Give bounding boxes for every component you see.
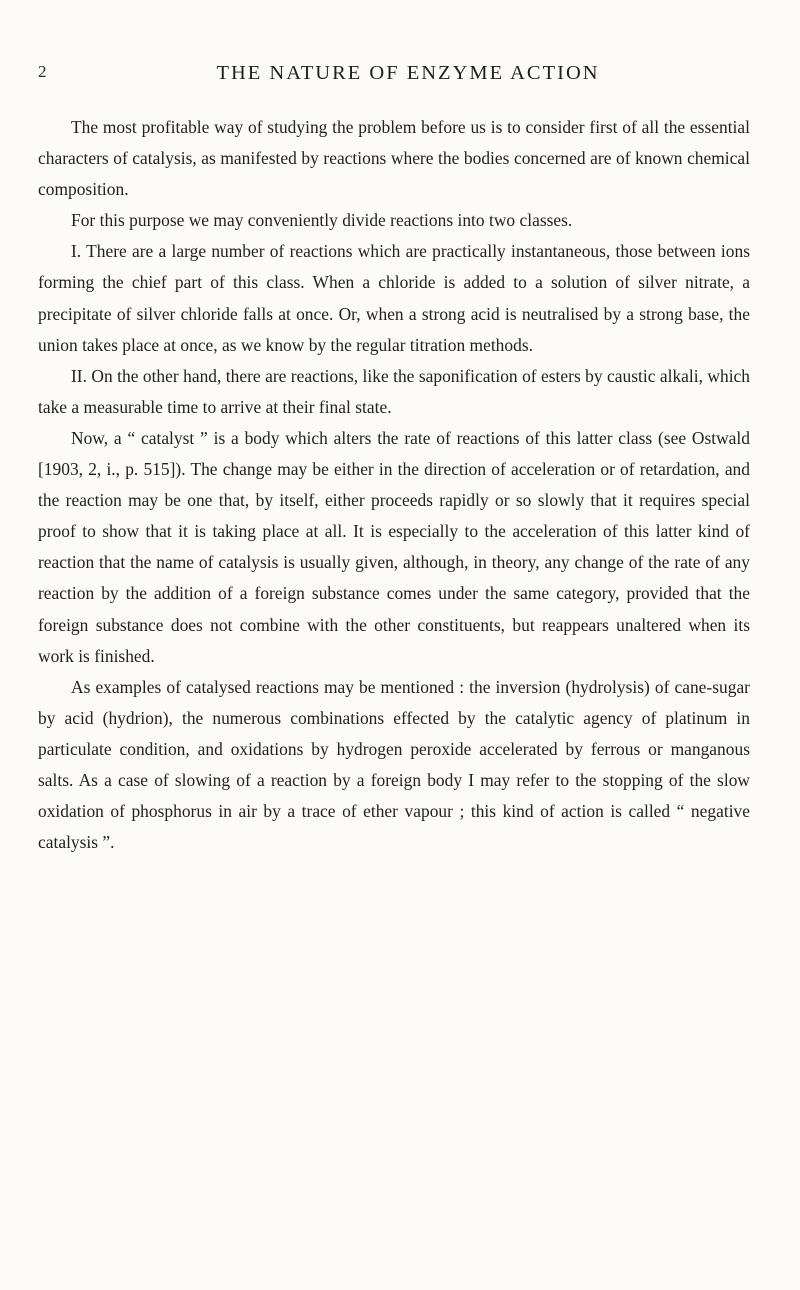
- paragraph-3: I. There are a large number of reactions which are practically instantaneous, those between ions forming the chief part of this class. When a chloride is added to a solution of silver nitrate, a precipitate of silver chloride falls at once. Or, when a strong acid is neutralised by a strong base, the union takes place at once, as we know by the regular titration methods.: [38, 241, 750, 355]
- paragraph-1: The most profitable way of studying the problem before us is to consider first of all the essential characters of catalysis, as manifested by reactions where the bodies concerned are of known chemical composition.: [38, 117, 750, 200]
- paragraph-5: Now, a “ catalyst ” is a body which alters the rate of reactions of this latter class (see Ostwald [1903, 2, i., p. 515]). The change may be either in the direction of acceleration or of retardation, and the reaction may be one that, by itself, either proceeds rapidly or so slowly that it requires special proof to show that it is taking place at all. It is especially to the acceleration of this latter kind of reaction that the name of catalysis is usually given, although, in theory, any change of the rate of any reaction by the addition of a foreign substance comes under the same category, provided that the foreign substance does not combine with the other constituents, but reappears unaltered when its work is finished.: [38, 427, 750, 666]
- running-head: THE NATURE OF ENZYME ACTION: [216, 62, 600, 84]
- page-number: 2: [38, 62, 47, 81]
- paragraph-6: As examples of catalysed reactions may be mentioned : the inversion (hydrolysis) of cane-sugar by acid (hydrion), the numerous combinations effected by the catalytic agency of platinum in particulate condition, and oxidations by hydrogen peroxide accelerated by ferrous or manganous salts. As a case of slowing of a reaction by a foreign body I may refer to the stopping of the slow oxidation of phosphorus in air by a trace of ether vapour ; this kind of action is called “ negative catalysis ”.: [38, 676, 750, 853]
- paragraph-4: II. On the other hand, there are reactions, like the saponification of esters by caustic alkali, which take a measurable time to arrive at their final state.: [38, 365, 750, 417]
- body-text: [38, 112, 750, 858]
- page-header: [0, 62, 800, 85]
- paragraph-2: For this purpose we may conveniently divide reactions into two classes.: [71, 210, 573, 231]
